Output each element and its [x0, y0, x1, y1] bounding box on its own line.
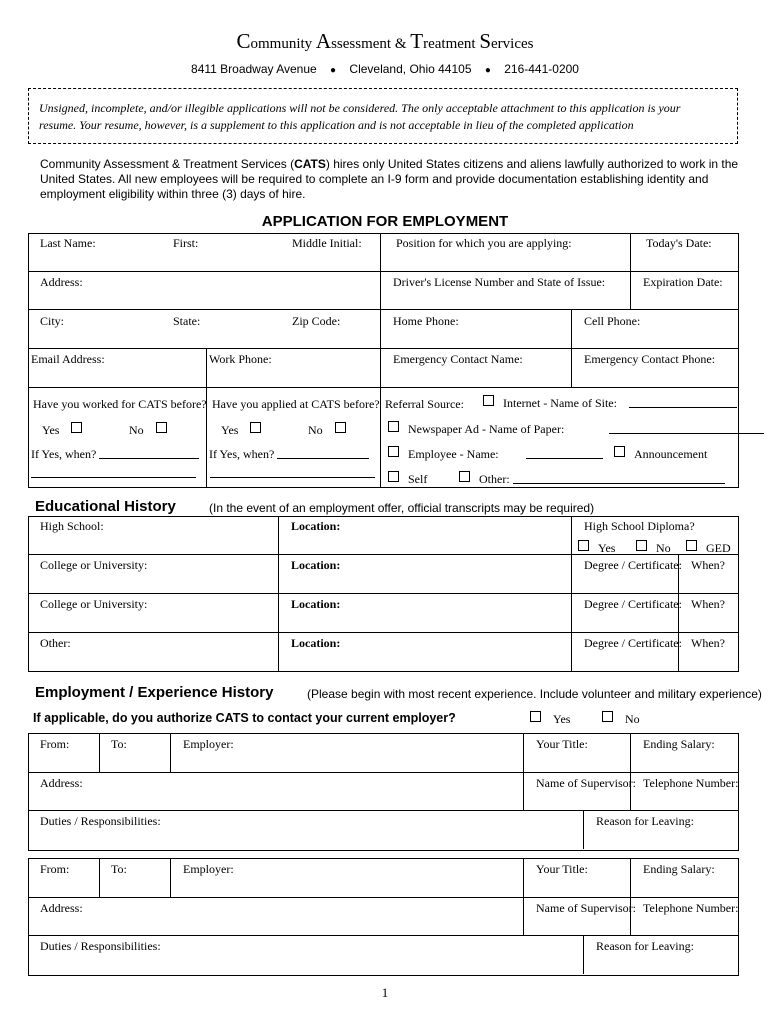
checkbox-icon[interactable]: [614, 446, 625, 457]
other-when-field[interactable]: When?: [691, 636, 725, 650]
intro-text: [40, 157, 738, 202]
employer-address-field[interactable]: Address:: [40, 901, 83, 915]
duties-field[interactable]: Duties / Responsibilities:: [40, 814, 161, 828]
applied-before-yes[interactable]: Yes: [221, 422, 261, 438]
intro-line: Community Assessment & Treatment Services (CATS) hires only United States citizens and aliens lawfully authorized to work in the: [40, 157, 739, 171]
emergency-contact-phone-field[interactable]: Emergency Contact Phone:: [584, 352, 716, 366]
todays-date-field[interactable]: Today's Date:: [646, 236, 712, 250]
checkbox-icon[interactable]: [686, 540, 697, 551]
ending-salary-field[interactable]: Ending Salary:: [643, 737, 715, 751]
high-school-field[interactable]: High School:: [40, 519, 104, 533]
last-name-field[interactable]: Last Name:: [40, 236, 96, 250]
education-note: (In the event of an employment offer, official transcripts may be required): [209, 501, 595, 515]
email-field[interactable]: Email Address:: [31, 352, 105, 366]
checkbox-icon[interactable]: [388, 446, 399, 457]
middle-initial-field[interactable]: Middle Initial:: [292, 236, 362, 250]
education-heading: [35, 498, 176, 516]
employment-title: Employment / Experience History: [35, 684, 274, 701]
other-degree-field[interactable]: Degree / Certificate:: [584, 636, 682, 650]
zip-code-field[interactable]: Zip Code:: [292, 314, 341, 328]
work-phone-field[interactable]: Work Phone:: [209, 352, 272, 366]
organization-contact: [0, 62, 770, 76]
referral-announcement[interactable]: Announcement: [614, 446, 707, 462]
reason-for-leaving-field[interactable]: Reason for Leaving:: [596, 814, 694, 828]
college-field[interactable]: College or University:: [40, 597, 148, 611]
checkbox-icon[interactable]: [335, 422, 346, 433]
checkbox-icon[interactable]: [388, 421, 399, 432]
checkbox-icon[interactable]: [156, 422, 167, 433]
organization-name: Community Assessment & Treatment Services: [236, 29, 534, 53]
checkbox-icon[interactable]: [636, 540, 647, 551]
employer-field[interactable]: Employer:: [183, 737, 234, 751]
cell-phone-field[interactable]: Cell Phone:: [584, 314, 641, 328]
worked-before-yes[interactable]: Yes: [42, 422, 82, 438]
city-address: Cleveland, Ohio 44105: [349, 62, 472, 76]
high-school-location-field[interactable]: Location:: [291, 519, 341, 533]
authorize-yes[interactable]: Yes: [530, 711, 570, 727]
referral-source-label: Referral Source:: [385, 397, 464, 411]
state-field[interactable]: State:: [173, 314, 201, 328]
worked-before-question: Have you worked for CATS before?: [33, 397, 207, 411]
bullet-icon: ●: [330, 65, 337, 76]
notice-line: Unsigned, incomplete, and/or illegible applications will not be considered. The only acceptable attachment to this application is your: [39, 101, 681, 115]
college-location-field[interactable]: Location:: [291, 597, 341, 611]
referral-employee[interactable]: Employee - Name:: [388, 446, 603, 462]
diploma-ged[interactable]: GED: [686, 540, 731, 556]
to-date-field[interactable]: To:: [111, 737, 127, 751]
applied-before-question: Have you applied at CATS before?: [212, 397, 380, 411]
diploma-yes[interactable]: Yes: [578, 540, 615, 556]
checkbox-icon[interactable]: [250, 422, 261, 433]
city-field[interactable]: City:: [40, 314, 65, 328]
reason-for-leaving-field[interactable]: Reason for Leaving:: [596, 939, 694, 953]
referral-self[interactable]: Self: [388, 471, 427, 487]
college-when-field[interactable]: When?: [691, 558, 725, 572]
other-location-field[interactable]: Location:: [291, 636, 341, 650]
street-address: 8411 Broadway Avenue: [191, 62, 317, 76]
emergency-contact-name-field[interactable]: Emergency Contact Name:: [393, 352, 523, 366]
home-phone-field[interactable]: Home Phone:: [393, 314, 459, 328]
diploma-no[interactable]: No: [636, 540, 671, 556]
authorize-question: If applicable, do you authorize CATS to contact your current employer?: [33, 711, 456, 725]
first-name-field[interactable]: First:: [173, 236, 199, 250]
employment-note: (Please begin with most recent experience. Include volunteer and military experience): [307, 687, 762, 701]
job-title-field[interactable]: Your Title:: [536, 862, 588, 876]
notice-line: resume. Your resume, however, is a supplement to this application and is not acceptable in lieu of the completed application: [39, 118, 634, 132]
supervisor-field[interactable]: Name of Supervisor:: [536, 776, 636, 790]
checkbox-icon[interactable]: [388, 471, 399, 482]
employer-field[interactable]: Employer:: [183, 862, 234, 876]
worked-before-no[interactable]: No: [129, 422, 167, 438]
checkbox-icon[interactable]: [578, 540, 589, 551]
intro-line: United States. All new employees will be required to complete an I-9 form and provide documentation establishing identity and: [40, 172, 709, 186]
application-title: APPLICATION FOR EMPLOYMENT: [261, 213, 509, 230]
checkbox-icon[interactable]: [71, 422, 82, 433]
supervisor-field[interactable]: Name of Supervisor:: [536, 901, 636, 915]
other-education-field[interactable]: Other:: [40, 636, 71, 650]
employer-address-field[interactable]: Address:: [40, 776, 83, 790]
address-field[interactable]: Address:: [40, 275, 83, 289]
authorize-no[interactable]: No: [602, 711, 640, 727]
ending-salary-field[interactable]: Ending Salary:: [643, 862, 715, 876]
checkbox-icon[interactable]: [483, 395, 494, 406]
applied-before-when[interactable]: If Yes, when?: [209, 447, 369, 462]
referral-other[interactable]: Other:: [459, 471, 725, 487]
page-number: 1: [381, 985, 389, 1000]
expiration-date-field[interactable]: Expiration Date:: [643, 275, 723, 289]
worked-before-when[interactable]: If Yes, when?: [31, 447, 199, 462]
college-when-field[interactable]: When?: [691, 597, 725, 611]
applied-before-no[interactable]: No: [308, 422, 346, 438]
phone-number: 216-441-0200: [504, 62, 579, 76]
bullet-icon: ●: [484, 65, 491, 76]
referral-internet[interactable]: Internet - Name of Site:: [483, 395, 737, 411]
intro-line: employment eligibility within three (3) days of hire.: [40, 187, 306, 201]
notice-box: [28, 88, 738, 144]
checkbox-icon[interactable]: [602, 711, 613, 722]
duties-field[interactable]: Duties / Responsibilities:: [40, 939, 161, 953]
college-degree-field[interactable]: Degree / Certificate:: [584, 597, 682, 611]
diploma-question: High School Diploma?: [584, 519, 695, 533]
checkbox-icon[interactable]: [530, 711, 541, 722]
checkbox-icon[interactable]: [459, 471, 470, 482]
referral-newspaper[interactable]: Newspaper Ad - Name of Paper:: [388, 421, 764, 437]
drivers-license-field[interactable]: Driver's License Number and State of Issue:: [393, 275, 606, 289]
from-date-field[interactable]: From:: [40, 862, 70, 876]
college-field[interactable]: College or University:: [40, 558, 148, 572]
telephone-field[interactable]: Telephone Number:: [643, 776, 739, 790]
position-field[interactable]: Position for which you are applying:: [396, 236, 572, 250]
college-location-field[interactable]: Location:: [291, 558, 341, 572]
to-date-field[interactable]: To:: [111, 862, 127, 876]
telephone-field[interactable]: Telephone Number:: [643, 901, 739, 915]
job-title-field[interactable]: Your Title:: [536, 737, 588, 751]
from-date-field[interactable]: From:: [40, 737, 70, 751]
education-title: Educational History: [35, 498, 176, 515]
college-degree-field[interactable]: Degree / Certificate:: [584, 558, 682, 572]
